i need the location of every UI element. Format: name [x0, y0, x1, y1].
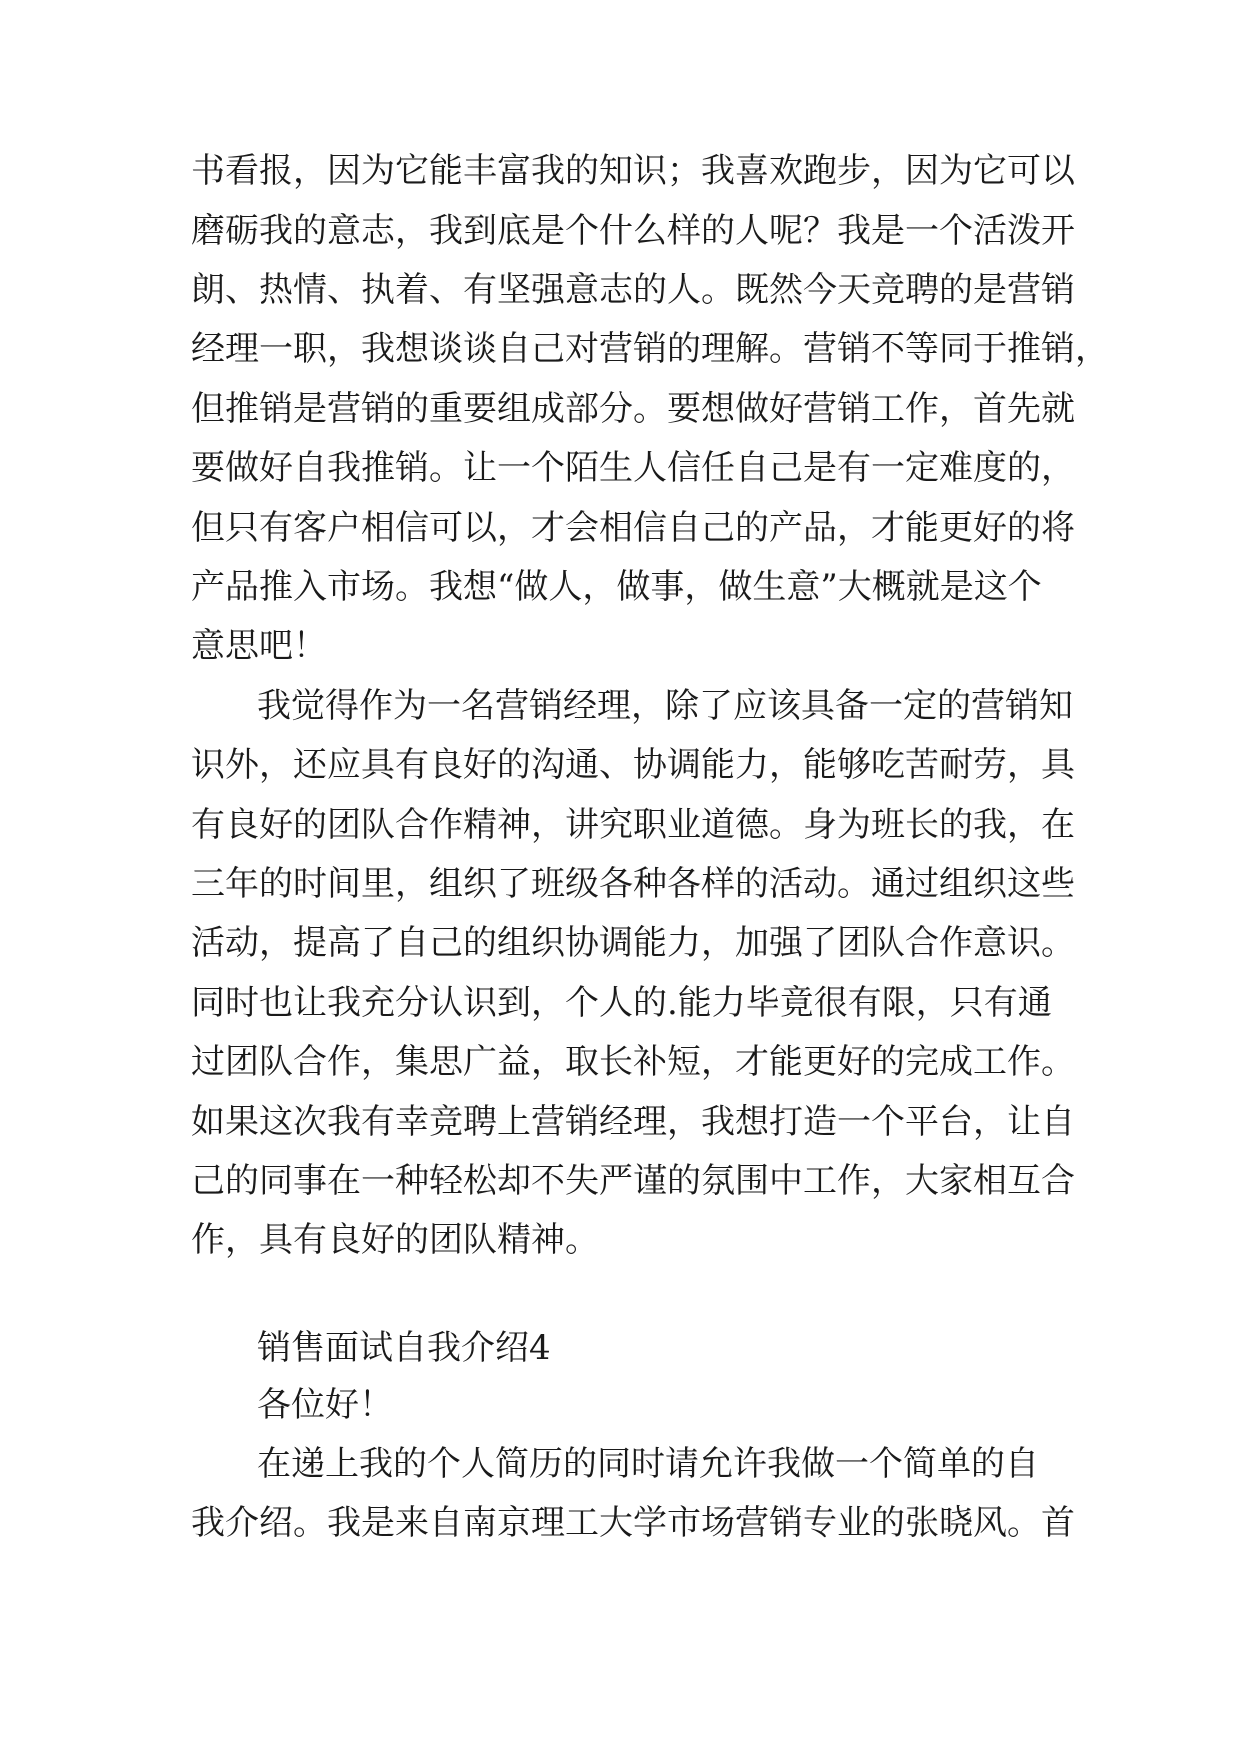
text-line: 朗、热情、执着、有坚强意志的人。既然今天竞聘的是营销 — [191, 270, 1075, 310]
text-line: 过团队合作，集思广益，取长补短，才能更好的完成工作。 — [191, 1042, 1075, 1082]
text-line: 要做好自我推销。让一个陌生人信任自己是有一定难度的， — [191, 448, 1075, 488]
text-line: 书看报，因为它能丰富我的知识；我喜欢跑步，因为它可以 — [191, 151, 1075, 191]
text-line: 经理一职，我想谈谈自己对营销的理解。营销不等同于推销， — [191, 329, 1109, 369]
text-line: 我介绍。我是来自南京理工大学市场营销专业的张晓风。首 — [191, 1503, 1075, 1543]
text-line: 有良好的团队合作精神，讲究职业道德。身为班长的我，在 — [191, 805, 1075, 845]
text-line: 但推销是营销的重要组成部分。要想做好营销工作，首先就 — [191, 389, 1075, 429]
greeting-line: 各位好！ — [257, 1385, 393, 1425]
text-line: 意思吧！ — [191, 626, 327, 666]
text-line: 但只有客户相信可以，才会相信自己的产品，才能更好的将 — [191, 508, 1075, 548]
text-line: 同时也让我充分认识到，个人的.能力毕竟很有限，只有通 — [191, 983, 1052, 1023]
text-line: 识外，还应具有良好的沟通、协调能力，能够吃苦耐劳，具 — [191, 745, 1075, 785]
text-line: 产品推入市场。我想“做人，做事，做生意”大概就是这个 — [191, 567, 1042, 607]
text-line: 作，具有良好的团队精神。 — [191, 1220, 599, 1260]
text-line: 如果这次我有幸竞聘上营销经理，我想打造一个平台，让自 — [191, 1102, 1075, 1142]
text-line: 三年的时间里，组织了班级各种各样的活动。通过组织这些 — [191, 864, 1075, 904]
text-line: 己的同事在一种轻松却不失严谨的氛围中工作，大家相互合 — [191, 1161, 1075, 1201]
section-heading: 销售面试自我介绍4 — [257, 1328, 551, 1368]
paragraph-start-line: 我觉得作为一名营销经理，除了应该具备一定的营销知 — [257, 686, 1073, 726]
text-line: 活动，提高了自己的组织协调能力，加强了团队合作意识。 — [191, 923, 1075, 963]
paragraph-start-line: 在递上我的个人简历的同时请允许我做一个简单的自 — [257, 1444, 1039, 1484]
text-line: 磨砺我的意志，我到底是个什么样的人呢？我是一个活泼开 — [191, 211, 1075, 251]
